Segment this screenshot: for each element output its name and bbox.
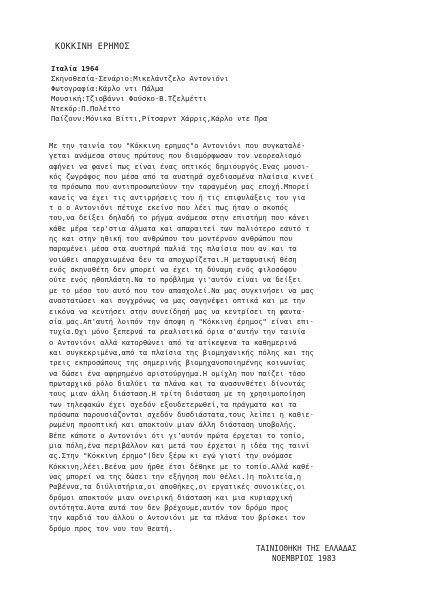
body-line: την καρδιά του άλλου ο Αντονιόνι με τα πλάνα του βρίσκει τον xyxy=(49,513,306,523)
body-line: δρόμοι αποκτούν μιαν ονειρική διάσταση και μια κυριαρχική xyxy=(49,492,293,502)
body-line: σία μας.Απ'αυτή λοιπόν την άποψη η "Κόκκινη έρημος" είναι επι- xyxy=(49,316,314,326)
film-credits xyxy=(51,64,267,123)
body-line: ο Αντονιόνι αλλά κατορθώνει από τα ατίκεψενα τα καθημερινά xyxy=(49,337,297,347)
body-line: νας μπορεί να της δώσει την εξήγηση που θέλει.)η πολιτεία,η xyxy=(49,472,301,481)
body-line: ης και στην ηθική του ανθρώπου του μοντέρνου ανθρώπου που xyxy=(49,234,293,244)
body-line: εικόνα να κεντήσει στην συνείδησή μας να κεντρίσει τη φαντα- xyxy=(49,306,306,316)
body-line: του,να δείξει δηλαδή το ρήγμα ανάμεσα στην επιστήμη που κάνει xyxy=(49,213,310,223)
body-line: μια πόλη,ένα περιβάλλον και μετά του έρχεται η ιδέα της ταινί xyxy=(49,440,310,450)
body-line: δρόμο προς τον νου του θεατή. xyxy=(49,523,173,533)
body-line: να δώσει ένα αφηρημένο αριστούργημα.Η ομίχλη που παίζει τόσο xyxy=(49,368,306,378)
body-line: κός ζωγράφος που μέσα από τα αυστηρά σχεδιασμένα πλαίσια κινεί xyxy=(49,172,314,182)
body-line: κάθε μέρα τερ'στια άλματα και απαραιτεί των παλιότερο εαυτό τ xyxy=(49,223,310,233)
body-line: γεται ανάμεσα στους πρώτους που διαμόρφωσαν τον νεορεαλισμό xyxy=(49,151,301,161)
document-title: ΚΟΚΚΙΝΗ ΕΡΗΜΟΣ xyxy=(55,41,130,51)
body-line: Βέπε κάποτε ο Αντονιόνι ότι γι'αυτόν πρώτα έρχεται το τοπίο, xyxy=(49,430,306,440)
credit-cinematography: Φωτογραφία:Κάρλο ντι Πάλμα xyxy=(51,83,164,93)
body-line: παραμένει μέσα στα αυστηρά παλιά της πλαίσια που αν και τα xyxy=(49,244,297,254)
body-line: τους μιαν άλλη διάσταση.Η τρίτη διάσταση με τη χρησιμοποίηση xyxy=(49,389,306,399)
body-line: πρόσωπα παρουσιάζονται σχεδόν δυσδιάστατα,τους λείπει η καθιε- xyxy=(49,409,314,419)
body-line: οντότητα.Αυτα αυτά του δεν βρέχουμε,αυτόν τον δρόμο προς xyxy=(49,503,289,513)
review-body xyxy=(49,141,394,534)
body-line: αφήνει να φανεί πως είναι ένας οπτικός δημιουργός.Ενας μουσι- xyxy=(49,161,310,171)
body-line: ρωμένη προοπτική και αποκτούν μιαν άλλη διάσταση υποβολής. xyxy=(49,420,297,430)
body-line: ας.Στην "Κόκκινη έρημο"(δεν ξέρω κι εγώ γιατί την ονόμασε xyxy=(49,451,293,461)
credit-cast: Παίζουν:Μόνικα Βίττι,Ρίτσαρντ Χάρρις,Κάρλο ντε Πρα xyxy=(51,113,268,123)
body-line: των τηλεφακών έχει σχεδόν εξουδετερωθεί,τα πράγματα και τα xyxy=(49,399,297,409)
body-line: Ραβέννα,τα διϋλιστήρια,οι αποθήκες,οι εργατικές συνοικίες,οι xyxy=(49,482,306,492)
signature-block xyxy=(256,544,357,564)
signature-date: ΝΟΕΜΒΡΙΟΣ 1983 xyxy=(272,554,337,563)
body-line: ούτε ενός ηθοπλάστη.Να το πρόβλημα γι'αυτόν είναι να δείξει xyxy=(49,275,301,285)
credit-set-design: Ντεκόρ:Π.Πολέττο xyxy=(51,103,121,113)
body-line: ενός σκηνοθέτη δεν μπορεί να έχει τη δύναμη ενός φιλοσόφου xyxy=(49,265,297,275)
body-line: τρεις εκπροσώπους της σημερινής βιομηχανοποιημένης κοινωνίας xyxy=(49,358,306,368)
body-line: πρωταρχικό ρόλο διαλύει τα πλάνα και τα ανασυνθέτει δίνοντάς xyxy=(49,378,306,388)
body-line: Κόκκινη,λέει.Βεένα μου ήρθε έτσι δέθηκε με το τοπίο.Αλλά καθέ- xyxy=(49,461,314,471)
body-line: τ ο ο Αντονιόνι πέτυχε εκείνο που λέει πως ήταν ο σκοπός xyxy=(49,203,289,213)
body-line: Με την ταινία του "Κόκκινη ερημος"ο Αντονιόνι που συγκαταλέ- xyxy=(49,141,306,150)
credit-director-writer: Σκηνοθεσία-Σενάριο:Μικελάντζελο Αντονιόνι xyxy=(51,73,229,83)
body-line: κανείς να έχει τις αντιρρήσεις του ή τις επιφυλάξεις του για xyxy=(49,192,306,202)
body-line: με το μέσο του αυτό που τον απασχολεί.Να μας συγκινήσει να μας xyxy=(49,285,314,295)
signature-organization: ΤΑΙΝΙΟΘΗΚΗ ΤΗΣ ΕΛΛΑΔΑΣ xyxy=(256,544,357,553)
body-line: τυχία.Οχι μόνο ξεπερνά τα ρεαλιστικά όρια σ'αυτήν την ταινία xyxy=(49,327,306,337)
body-line: νοιώθει απαρχαιωμένα δεν τα αποχωρίζεται.Η μεταφυσική θέση xyxy=(49,254,297,264)
body-line: αναστατώσει και συγχρόνως να μας σαγηνέψει οπτικά και με την xyxy=(49,296,306,306)
body-line: τα πρόσωπα που αντιπροσωπεύουν την ταραγμένη μας εποχή.Μπορεί xyxy=(49,182,310,192)
body-line: και συγκεκριμένα,από τα πλαίσια της βιομηχανικής πόλης και της xyxy=(49,347,314,357)
credit-country-year: Ιταλία 1964 xyxy=(51,64,99,73)
credit-music: Μουσική:Τζιοβάννι Φούσκο-Β.Τζελμέττι xyxy=(51,93,207,103)
